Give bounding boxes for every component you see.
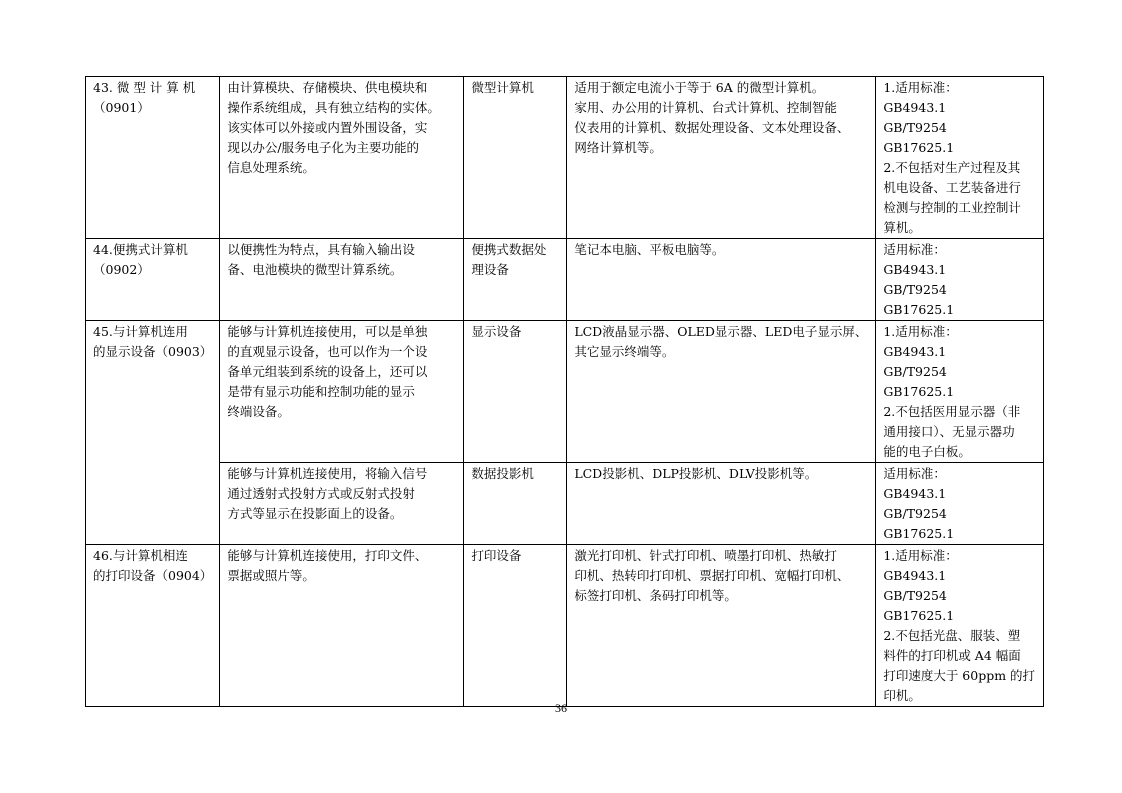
category-name-cell bbox=[86, 321, 220, 545]
remarks-line: 算机。 bbox=[883, 220, 921, 235]
definition-line: 现以办公/服务电子化为主要功能的 bbox=[227, 140, 420, 155]
definition-line: 备单元组装到系统的设备上，还可以 bbox=[227, 364, 428, 379]
remarks-line: GB4943.1 bbox=[883, 344, 947, 359]
definition-line: 信息处理系统。 bbox=[227, 160, 315, 175]
scope-line: 印机、热转印打印机、票据打印机、宽幅打印机、 bbox=[574, 568, 850, 583]
remarks-line: 机电设备、工艺装备进行 bbox=[883, 180, 1021, 195]
remarks-line: 料件的打印机或 A4 幅面 bbox=[883, 648, 1021, 663]
category-name-line: 46.与计算机相连 bbox=[93, 548, 188, 563]
category-name-line: 43. 微 型 计 算 机 bbox=[93, 80, 196, 95]
definition-line: 能够与计算机连接使用，将输入信号 bbox=[227, 466, 428, 481]
remarks-line: GB/T9254 bbox=[883, 364, 947, 379]
product-cell bbox=[464, 545, 567, 707]
product-cell bbox=[464, 321, 567, 463]
remarks-line: 1.适用标准： bbox=[883, 548, 958, 563]
category-name-line: 45.与计算机连用 bbox=[93, 324, 188, 339]
product-line: 便携式数据处 bbox=[471, 242, 547, 257]
definition-cell bbox=[220, 321, 464, 463]
scope-line: 其它显示终端等。 bbox=[574, 344, 675, 359]
catalog-table bbox=[85, 76, 1044, 707]
definition-line: 通过透射式投射方式或反射式投射 bbox=[227, 486, 415, 501]
page-number: 36 bbox=[555, 701, 567, 715]
definition-line: 方式等显示在投影面上的设备。 bbox=[227, 506, 403, 521]
remarks-line: GB4943.1 bbox=[883, 486, 947, 501]
remarks-line: 1.适用标准： bbox=[883, 324, 958, 339]
remarks-line: 印机。 bbox=[883, 688, 921, 703]
remarks-line: 2.不包括对生产过程及其 bbox=[883, 160, 1021, 175]
table-row bbox=[86, 77, 1044, 239]
remarks-line: GB/T9254 bbox=[883, 120, 947, 135]
definition-line: 是带有显示功能和控制功能的显示 bbox=[227, 384, 415, 399]
category-name-cell bbox=[86, 545, 220, 707]
scope-line: 适用于额定电流小于等于 6A 的微型计算机。 bbox=[574, 80, 825, 95]
category-code-line: 的打印设备（0904） bbox=[93, 568, 213, 583]
table-row bbox=[86, 239, 1044, 321]
definition-cell bbox=[220, 545, 464, 707]
product-line: 打印设备 bbox=[471, 548, 522, 563]
category-name-cell bbox=[86, 239, 220, 321]
remarks-line: 1.适用标准： bbox=[883, 80, 958, 95]
category-name-line: 44.便携式计算机 bbox=[93, 242, 188, 257]
remarks-line: 适用标准： bbox=[883, 242, 946, 257]
definition-line: 以便携性为特点，具有输入输出设 bbox=[227, 242, 415, 257]
scope-cell bbox=[567, 239, 876, 321]
product-cell bbox=[464, 77, 567, 239]
remarks-line: GB4943.1 bbox=[883, 262, 947, 277]
definition-line: 的直观显示设备，也可以作为一个设 bbox=[227, 344, 428, 359]
product-line: 微型计算机 bbox=[471, 80, 534, 95]
remarks-line: GB17625.1 bbox=[883, 302, 955, 317]
remarks-line: 2.不包括医用显示器（非 bbox=[883, 404, 1021, 419]
scope-line: 仪表用的计算机、数据处理设备、文本处理设备、 bbox=[574, 120, 850, 135]
remarks-line: 检测与控制的工业控制计 bbox=[883, 200, 1021, 215]
scope-line: 激光打印机、针式打印机、喷墨打印机、热敏打 bbox=[574, 548, 837, 563]
remarks-line: GB/T9254 bbox=[883, 282, 947, 297]
remarks-line: 能的电子白板。 bbox=[883, 444, 971, 459]
remarks-line: GB17625.1 bbox=[883, 526, 955, 541]
definition-line: 由计算模块、存储模块、供电模块和 bbox=[227, 80, 428, 95]
definition-line: 操作系统组成，具有独立结构的实体。 bbox=[227, 100, 440, 115]
definition-line: 该实体可以外接或内置外围设备，实 bbox=[227, 120, 428, 135]
definition-cell bbox=[220, 239, 464, 321]
definition-line: 终端设备。 bbox=[227, 404, 290, 419]
remarks-cell bbox=[876, 239, 1044, 321]
scope-line: 网络计算机等。 bbox=[574, 140, 662, 155]
table-row bbox=[86, 463, 1044, 545]
remarks-cell bbox=[876, 545, 1044, 707]
definition-line: 备、电池模块的微型计算系统。 bbox=[227, 262, 403, 277]
remarks-line: GB17625.1 bbox=[883, 384, 955, 399]
remarks-line: 2.不包括光盘、服装、塑 bbox=[883, 628, 1021, 643]
category-name-cell bbox=[86, 77, 220, 239]
product-line: 数据投影机 bbox=[471, 466, 534, 481]
scope-cell bbox=[567, 463, 876, 545]
scope-cell bbox=[567, 321, 876, 463]
scope-line: LCD投影机、DLP投影机、DLV投影机等。 bbox=[574, 466, 818, 481]
product-line: 理设备 bbox=[471, 262, 509, 277]
remarks-line: GB4943.1 bbox=[883, 568, 947, 583]
scope-cell bbox=[567, 545, 876, 707]
remarks-line: 通用接口）、无显示器功 bbox=[883, 424, 1015, 439]
scope-line: LCD液晶显示器、OLED显示器、LED电子显示屏、 bbox=[574, 324, 868, 339]
remarks-line: GB17625.1 bbox=[883, 608, 955, 623]
product-line: 显示设备 bbox=[471, 324, 522, 339]
table-row bbox=[86, 545, 1044, 707]
remarks-line: GB17625.1 bbox=[883, 140, 955, 155]
product-cell bbox=[464, 239, 567, 321]
category-code-line: 的显示设备（0903） bbox=[93, 344, 213, 359]
remarks-line: 打印速度大于 60ppm 的打 bbox=[883, 668, 1036, 683]
definition-line: 能够与计算机连接使用，打印文件、 bbox=[227, 548, 428, 563]
category-code-line: （0902） bbox=[93, 262, 150, 277]
remarks-line: 适用标准： bbox=[883, 466, 946, 481]
definition-line: 能够与计算机连接使用，可以是单独 bbox=[227, 324, 428, 339]
category-code-line: （0901） bbox=[93, 100, 150, 115]
definition-cell bbox=[220, 463, 464, 545]
product-cell bbox=[464, 463, 567, 545]
remarks-line: GB/T9254 bbox=[883, 506, 947, 521]
definition-line: 票据或照片等。 bbox=[227, 568, 315, 583]
remarks-line: GB/T9254 bbox=[883, 588, 947, 603]
remarks-line: GB4943.1 bbox=[883, 100, 947, 115]
scope-line: 笔记本电脑、平板电脑等。 bbox=[574, 242, 725, 257]
remarks-cell bbox=[876, 463, 1044, 545]
table-row bbox=[86, 321, 1044, 463]
scope-line: 家用、办公用的计算机、台式计算机、控制智能 bbox=[574, 100, 837, 115]
definition-cell bbox=[220, 77, 464, 239]
remarks-cell bbox=[876, 321, 1044, 463]
scope-line: 标签打印机、条码打印机等。 bbox=[574, 588, 737, 603]
remarks-cell bbox=[876, 77, 1044, 239]
scope-cell bbox=[567, 77, 876, 239]
